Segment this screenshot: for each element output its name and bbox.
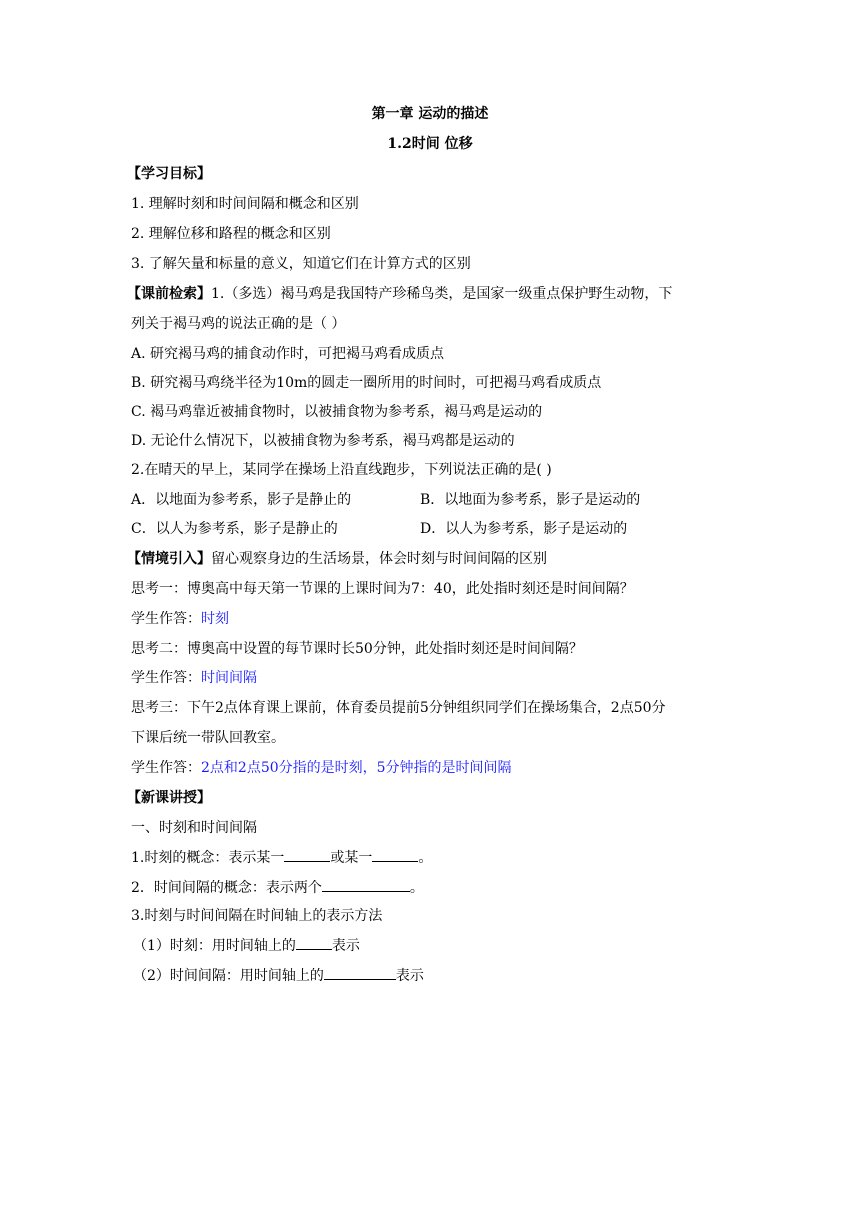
point-2-text: 。 xyxy=(409,880,424,896)
q2-option-d: D．以人为参考系，影子是运动的 xyxy=(420,521,628,537)
fill-blank[interactable] xyxy=(284,847,330,862)
preview-heading: 【课前检索】 xyxy=(127,286,211,302)
think-3: 思考三：下午2点体育课上课前，体育委员提前5分钟组织同学们在操场集合，2点50分 xyxy=(131,700,666,716)
answer-1: 时刻 xyxy=(201,611,229,627)
point-3-1-text: 表示 xyxy=(331,938,360,954)
q1-option-b: B. 研究褐马鸡绕半径为10m的圆走一圈所用的时间时，可把褐马鸡看成质点 xyxy=(131,375,602,391)
lesson-point-3: 3.时刻与时间间隔在时间轴上的表示方法 xyxy=(131,908,383,924)
fill-blank[interactable] xyxy=(296,935,332,950)
think-2: 思考二：博奥高中设置的每节课时长50分钟，此处指时刻还是时间间隔？ xyxy=(131,641,583,657)
q1-option-d: D. 无论什么情况下，以被捕食物为参考系，褐马鸡都是运动的 xyxy=(131,433,515,449)
q1-option-c: C. 褐马鸡靠近被捕食物时，以被捕食物为参考系，褐马鸡是运动的 xyxy=(131,404,543,420)
preview-question-2: 2.在晴天的早上，某同学在操场上沿直线跑步，下列说法正确的是( ) xyxy=(131,462,552,478)
lesson-subheading: 一、时刻和时间间隔 xyxy=(131,820,257,836)
q2-options-row-2 xyxy=(131,519,731,539)
answer-label: 学生作答： xyxy=(131,611,201,627)
point-1-text: 1.时刻的概念：表示某一 xyxy=(131,850,285,866)
answer-1-line xyxy=(131,609,229,629)
q1-text: 1.（多选）褐马鸡是我国特产珍稀鸟类，是国家一级重点保护野生动物，下 xyxy=(211,286,673,302)
answer-3: 2点和2点50分指的是时刻，5分钟指的是时间间隔 xyxy=(201,760,512,776)
objective-item: 3. 了解矢量和标量的意义，知道它们在计算方式的区别 xyxy=(131,256,471,272)
intro-line xyxy=(127,549,547,569)
intro-text: 留心观察身边的生活场景，体会时刻与时间间隔的区别 xyxy=(211,551,547,567)
point-3-2-text: 表示 xyxy=(395,968,424,984)
preview-question-1 xyxy=(127,284,672,304)
lesson-point-1 xyxy=(131,847,432,868)
lesson-point-3-1 xyxy=(133,935,360,956)
point-1-text: 或某一 xyxy=(330,850,373,866)
fill-blank[interactable] xyxy=(372,847,418,862)
objective-item: 1. 理解时刻和时间间隔和概念和区别 xyxy=(131,196,359,212)
point-1-text: 。 xyxy=(418,850,433,866)
answer-3-line xyxy=(131,758,512,778)
q2-options-row-1 xyxy=(131,490,731,510)
q2-option-c: C．以人为参考系，影子是静止的 xyxy=(131,521,338,537)
objective-item: 2. 理解位移和路程的概念和区别 xyxy=(131,226,331,242)
chapter-title: 第一章 运动的描述 xyxy=(371,106,489,122)
answer-2: 时间间隔 xyxy=(201,670,257,686)
lesson-heading: 【新课讲授】 xyxy=(127,790,211,806)
lesson-point-2 xyxy=(131,877,424,898)
lesson-point-3-2 xyxy=(133,965,424,986)
fill-blank[interactable] xyxy=(324,965,396,980)
point-3-2-text: （2）时间间隔：用时间轴上的 xyxy=(133,968,324,984)
answer-label: 学生作答： xyxy=(131,760,201,776)
q2-option-a: A．以地面为参考系，影子是静止的 xyxy=(131,492,352,508)
q1-option-a: A. 研究褐马鸡的捕食动作时，可把褐马鸡看成质点 xyxy=(131,346,445,362)
answer-2-line xyxy=(131,668,257,688)
think-1: 思考一：博奥高中每天第一节课的上课时间为7：40，此处指时刻还是时间间隔？ xyxy=(131,581,634,597)
objectives-heading: 【学习目标】 xyxy=(127,166,211,182)
answer-label: 学生作答： xyxy=(131,670,201,686)
intro-heading: 【情境引入】 xyxy=(127,551,211,567)
q2-option-b: B．以地面为参考系，影子是运动的 xyxy=(420,492,641,508)
q1-text-cont: 列关于褐马鸡的说法正确的是（ ） xyxy=(131,316,346,332)
point-3-1-text: （1）时刻：用时间轴上的 xyxy=(133,938,296,954)
think-3-cont: 下课后统一带队回教室。 xyxy=(131,730,285,746)
section-title: 1.2时间 位移 xyxy=(387,136,473,152)
point-2-text: 2．时间间隔的概念：表示两个 xyxy=(131,880,322,896)
fill-blank[interactable] xyxy=(322,877,410,892)
